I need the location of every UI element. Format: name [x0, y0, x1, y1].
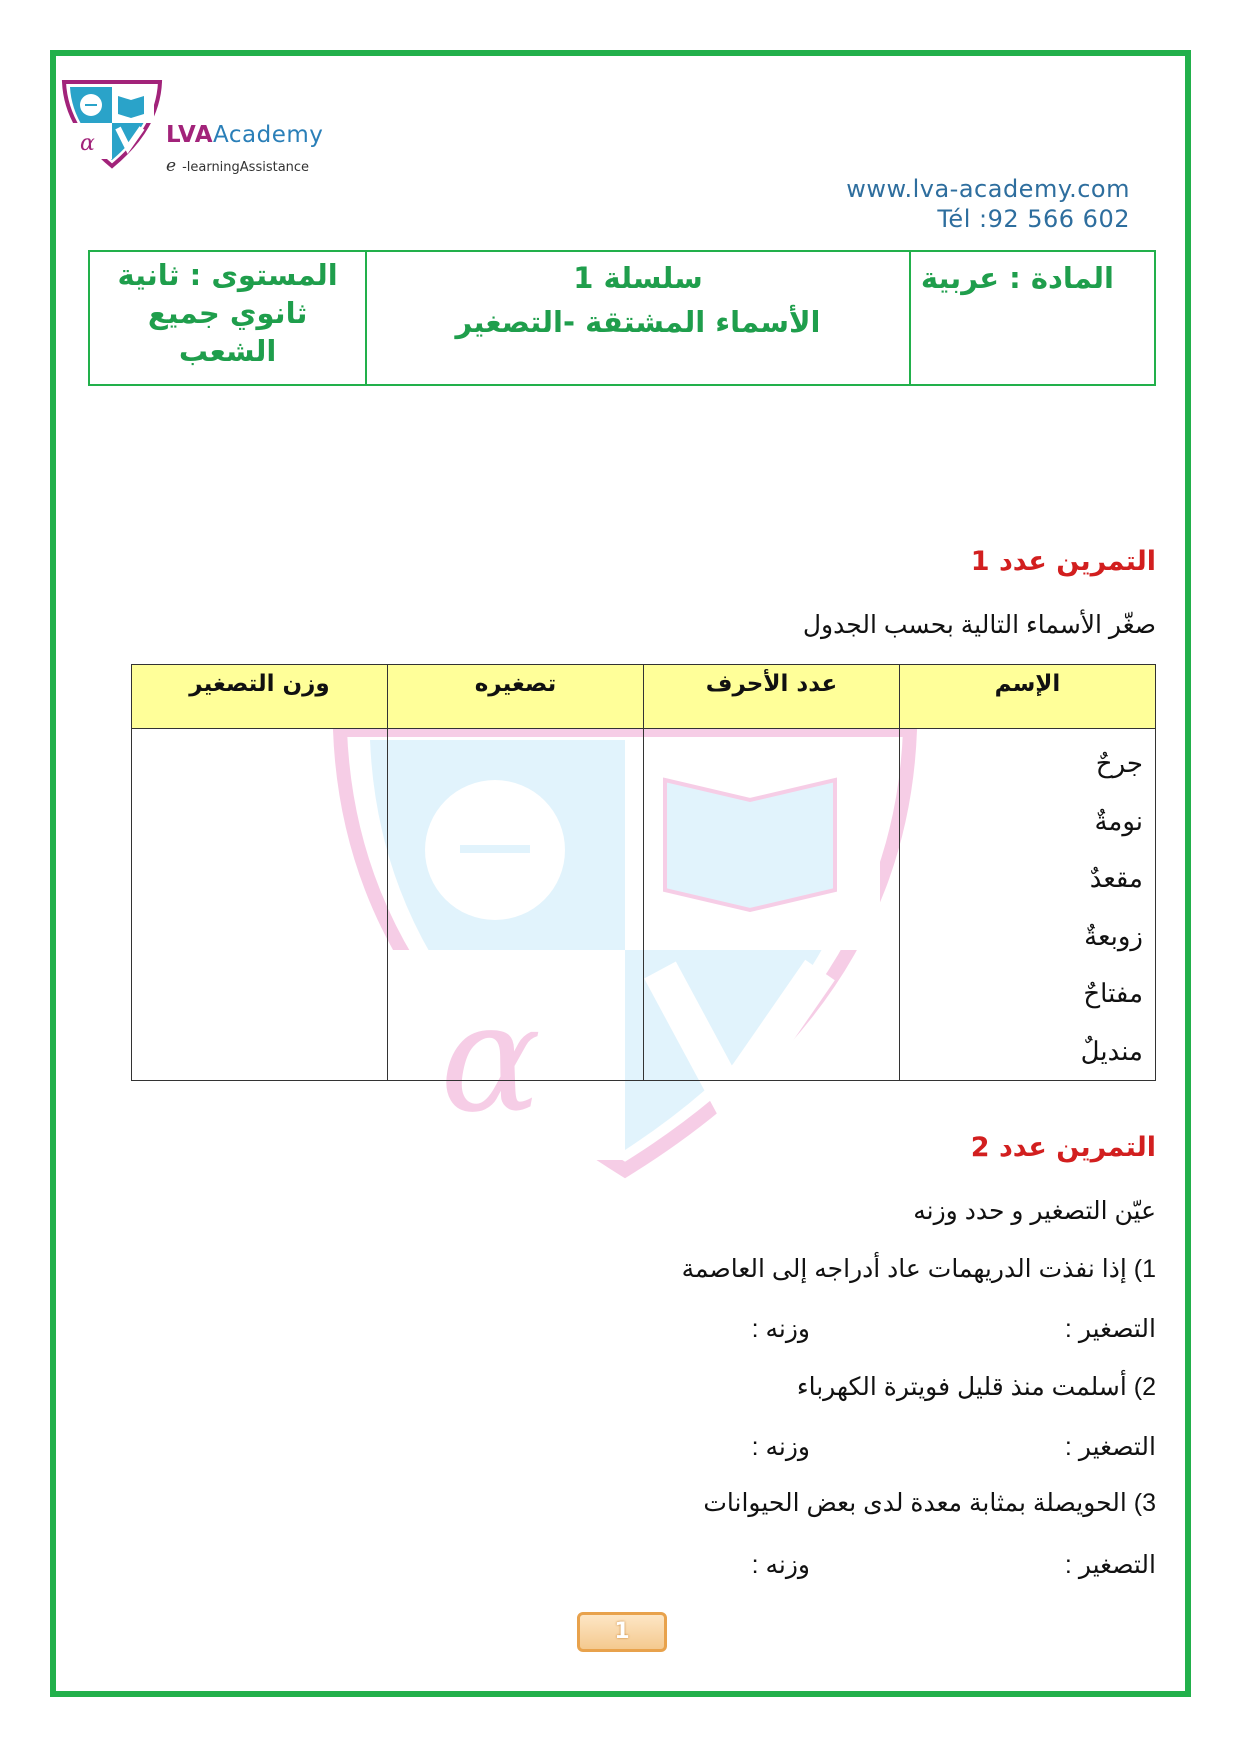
diminutive-label: التصغير :: [1064, 1433, 1156, 1461]
noun-item: نومةٌ: [1094, 805, 1143, 836]
svg-text:α: α: [80, 131, 95, 156]
brand-name: [166, 122, 323, 148]
column-header-diminutive: تصغيره: [388, 665, 644, 729]
exercise2-sentence-2: 2) أسلمت منذ قليل فويترة الكهرباء: [796, 1373, 1156, 1401]
series-title: سلسلة 1: [573, 261, 703, 295]
academy-logo-icon: [58, 78, 166, 170]
brand-e-letter: e: [166, 156, 177, 176]
table-header-row: [132, 665, 1156, 729]
diminutive-label: التصغير :: [1064, 1315, 1156, 1343]
pattern-answer-cell[interactable]: [132, 729, 388, 1081]
exercise1-instruction: صغّر الأسماء التالية بحسب الجدول: [802, 611, 1156, 639]
column-header-pattern: وزن التصغير: [132, 665, 388, 729]
svg-text:α: α: [440, 972, 542, 1146]
pattern-label: وزنه :: [751, 1315, 810, 1343]
answer-row-2: [600, 1432, 1156, 1466]
nouns-cell: [900, 729, 1156, 1081]
exercise2-sentence-3: 3) الحويصلة بمثابة معدة لدى بعض الحيوانات: [703, 1489, 1156, 1517]
brand-block: [166, 122, 324, 176]
noun-item: جرحٌ: [1095, 748, 1143, 778]
phone-number: Tél :92 566 602: [937, 205, 1130, 233]
page-number-badge: 1: [577, 1612, 667, 1652]
exercise2-instruction: عيّن التصغير و حدد وزنه: [913, 1197, 1156, 1225]
column-header-letters: عدد الأحرف: [644, 665, 900, 729]
diminutive-label: التصغير :: [1064, 1551, 1156, 1579]
answer-row-3: [600, 1550, 1156, 1584]
exercise1-table: [131, 664, 1156, 1081]
noun-item: زوبعةٌ: [1084, 920, 1143, 951]
subject-cell: [910, 251, 1155, 385]
level-line-2: ثانوي جميع: [147, 296, 308, 330]
table-row: [132, 729, 1156, 1081]
exercise2-title: التمرين عدد 2: [970, 1132, 1156, 1163]
level-line-3: الشعب: [178, 334, 277, 368]
exercise1-title: التمرين عدد 1: [970, 546, 1156, 577]
pattern-label: وزنه :: [751, 1433, 810, 1461]
pattern-label: وزنه :: [751, 1551, 810, 1579]
subject-label: المادة : عربية: [920, 261, 1114, 295]
brand-name-suffix: Academy: [213, 122, 324, 148]
answer-row-1: [600, 1314, 1156, 1348]
brand-tagline-text: -learningAssistance: [182, 160, 310, 175]
noun-item: مفتاحٌ: [1083, 978, 1143, 1008]
exercise2-sentence-1: 1) إذا نفذت الدريهمات عاد أدراجه إلى العاصمة: [681, 1255, 1156, 1283]
noun-item: منديلٌ: [1080, 1035, 1143, 1066]
header-table: [88, 250, 1156, 386]
brand-tagline: [166, 156, 309, 176]
level-cell: [89, 251, 366, 385]
letters-answer-cell[interactable]: [644, 729, 900, 1081]
level-line-1: المستوى : ثانية: [117, 258, 338, 292]
website-link[interactable]: www.lva-academy.com: [846, 175, 1130, 203]
column-header-noun: الإسم: [900, 665, 1156, 729]
diminutive-answer-cell[interactable]: [388, 729, 644, 1081]
brand-name-prefix: LVA: [166, 122, 214, 148]
title-cell: [366, 251, 910, 385]
noun-item: مقعدٌ: [1089, 863, 1143, 893]
topic-title: الأسماء المشتقة -التصغير: [455, 305, 821, 339]
contact-block: [846, 174, 1130, 234]
